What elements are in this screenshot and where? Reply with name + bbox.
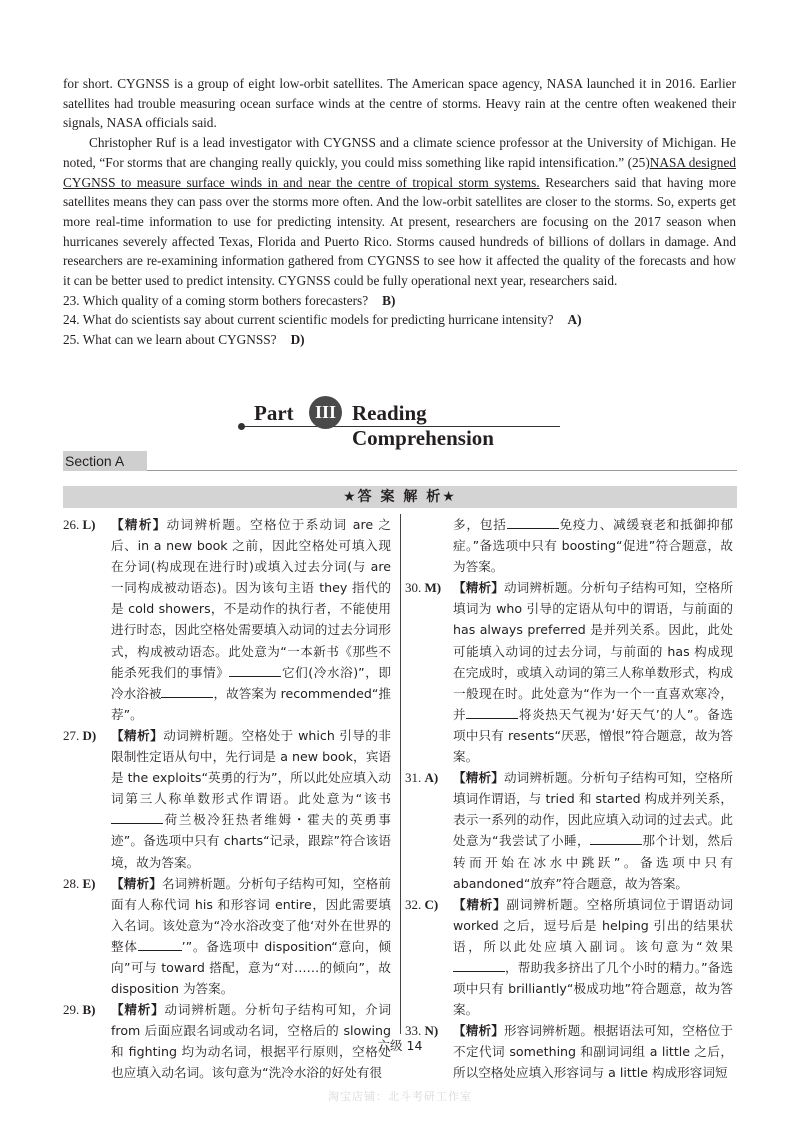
analysis-item-30 — [405, 577, 733, 767]
item-text: 动词辨析题。分析句子结构可知，空格所填词作谓语，与 tried 和 started 构成并列关系，表示一系列的动作，因此应填入动词的过去式。此处意为“我尝试了小睡， — [453, 770, 734, 849]
answer-blank — [466, 706, 518, 719]
answer-blank — [453, 959, 505, 972]
item-text: 副词辨析题。空格所填词位于谓语动词 worked 之后，逗号后是 helping 引出的结果状语，所以此处应填入副词。该句意为“效果 — [453, 896, 734, 954]
analysis-title-bar: ★答 案 解 析★ — [63, 486, 737, 508]
analysis-item-29-continued — [405, 514, 733, 577]
right-column — [405, 514, 733, 1084]
page-number: 六级 14 — [377, 1038, 423, 1053]
item-number: 28. E) — [63, 875, 96, 891]
item-text: 将炎热天气视为‘好天气’的人”。备选项中只有 resents“厌恶，憎恨”符合题意，故为答案。 — [453, 706, 734, 765]
left-column — [63, 514, 391, 1084]
passage-paragraph-2 — [63, 133, 736, 291]
item-text: ，故答案为 recommended“推荐”。 — [111, 685, 392, 722]
question-answer: A) — [567, 312, 582, 328]
answer-blank — [590, 832, 642, 845]
item-tag: 【精析】 — [453, 770, 504, 786]
question-23 — [63, 291, 736, 311]
column-divider — [400, 514, 401, 1034]
item-tag: 【精析】 — [111, 1002, 165, 1018]
analysis-item-27 — [63, 725, 391, 873]
item-text: ’”。备选项中 disposition“意向，倾向”可与 toward 搭配，意为“对……的倾向”，故 disposition 为答案。 — [111, 938, 392, 997]
question-answer: B) — [382, 292, 396, 308]
item-tag: 【精析】 — [111, 517, 167, 532]
item-tag: 【精析】 — [111, 727, 164, 743]
item-tag: 【精析】 — [111, 875, 162, 891]
question-answer: D) — [290, 332, 305, 348]
section-header — [63, 451, 737, 471]
part-banner — [230, 392, 570, 450]
question-text: 25. What can we learn about CYGNSS? — [63, 332, 277, 348]
section-label: Section A — [63, 451, 147, 471]
item-text: 荷兰极冷狂热者维姆・霍夫的英勇事迹”。备选项中只有 charts“记录，跟踪”符合该语境，故为答案。 — [111, 812, 391, 870]
analysis-item-26 — [63, 514, 391, 725]
part-label: Part — [254, 401, 294, 425]
item-text: 多，包括 — [453, 517, 507, 532]
analysis-item-28 — [63, 873, 391, 1000]
item-tag: 【精析】 — [453, 580, 504, 596]
question-24 — [63, 310, 736, 330]
item-tag: 【精析】 — [453, 896, 507, 912]
question-text: 24. What do scientists say about current scientific models for predicting hurricane intensity? — [63, 312, 554, 328]
item-tag: 【精析】 — [453, 1023, 504, 1039]
item-number: 29. B) — [63, 1002, 96, 1018]
item-text: 那个计划，然后转而开始在冰水中跳跃”。备选项中只有 abandoned“放弃”符合题意，故为答案。 — [453, 833, 733, 891]
passage — [63, 74, 736, 350]
item-text: 动词辨析题。空格处于 which 引导的非限制性定语从句中，先行词是 a new book，宾语是 the exploits“英勇的行为”，所以此处应填入动词第三人称单数形式作谓语。此处意为“该书 — [111, 727, 391, 807]
item-text: 动词辨析题。空格位于系动词 are 之后、in a new book 之前，因此空格处可填入现在分词(构成现在进行时)或填入过去分词(与 are 一同构成被动语态)。因为该句主语 they 指代的是 cold showers，不是动作的执行者，不能使用进行时态，因此空格处需要填入动词的过去分词形式，构成被动语态。此处意为“一本新书《那些不能杀死我们的事情》 — [111, 517, 391, 680]
passage-paragraph-1: for short. CYGNSS is a group of eight low-orbit satellites. The American space agency, NASA launched it in 2016. Earlier satellites had trouble measuring ocean surface winds at the centre of storms. Heavy rain at the centre often weakened their signals, NASA officials said. — [63, 76, 736, 131]
answer-blank — [138, 938, 182, 951]
item-number: 27. D) — [63, 727, 97, 743]
banner-dot-icon — [238, 423, 245, 430]
part-number-badge: III — [309, 396, 342, 429]
item-number: 31. A) — [405, 770, 439, 786]
item-text: 动词辨析题。分析句子结构可知，空格所填词为 who 引导的定语从句中的谓语，与前面的 has always preferred 是并列关系。因此，此处可能填入动词的过去分词，与前面的 has 构成现在完成时，或填入动词的第三人称单数形式，构成一般现在时。此处意为“作为一个一直喜欢寒冷，并 — [453, 580, 734, 722]
item-text: 名词辨析题。分析句子结构可知，空格前面有人称代词 his 和形容词 entire，因此需要填入名词。该处意为“冷水浴改变了他‘对外在世界的整体 — [111, 875, 392, 954]
item-number: 26. L) — [63, 517, 96, 532]
item-text: 形容词辨析题。根据语法可知，空格位于不定代词 something 和副词词组 a little 之后，所以空格处应填入形容词与 a little 构成形容词短 — [453, 1023, 734, 1081]
section-rule — [147, 470, 737, 471]
question-text: 23. Which quality of a coming storm bothers forecasters? — [63, 292, 369, 308]
answer-blank — [229, 664, 281, 677]
item-number: 32. C) — [405, 896, 439, 912]
underlined-answer-sentence: NASA designed CYGNSS to measure surface winds in and near the centre of tropical storm systems. — [63, 154, 736, 190]
watermark: 淘宝店铺：北斗考研工作室 — [328, 1090, 472, 1103]
question-25 — [63, 330, 736, 350]
item-number: 30. M) — [405, 580, 442, 596]
answer-blank — [507, 516, 559, 529]
item-text: 动词辨析题。分析句子结构可知，介词 from 后面应跟名词或动名词，空格后的 slowing 和 fighting 均为动名词，根据平行原则，空格处也应填入动名词。该句意为“洗冷水浴的好处有很 — [111, 1002, 392, 1081]
item-number: 33. N) — [405, 1023, 439, 1039]
passage-text: Christopher Ruf is a lead investigator with CYGNSS and a climate science professor at the University of Michigan. He noted, “For storms that are changing really quickly, you could miss something like rapid intensification.” (25) — [63, 135, 736, 170]
analysis-item-32 — [405, 894, 733, 1021]
item-text: 它们(冷水浴)”，即冷水浴被 — [111, 664, 391, 701]
item-text: ，帮助我多挤出了几个小时的精力。”备选项中只有 brilliantly“极成功地”符合题意，故为答案。 — [453, 959, 733, 1018]
analysis-item-31 — [405, 767, 733, 894]
answer-blank — [111, 811, 163, 824]
item-text: 免疫力、减缓衰老和抵御抑郁症。”备选项中只有 boosting“促进”符合题意，故为答案。 — [453, 517, 734, 575]
answer-blank — [161, 685, 213, 698]
passage-text: Researchers said that having more satellites means they can pass over the storms more often. And the low-orbit satellites are closer to the storms. So, experts get more real-time information to use for predicting intensity. At present, researchers are focusing on the 2017 season when hurricanes severely affected Texas, Florida and Puerto Rico. Storms caused hundreds of billions of dollars in damage. And researchers are re-examining information gathered from CYGNSS to see how it affected the quality of the forecasts and how it can be better used to predict intensity. CYGNSS could be fully operational next year, researchers said. — [63, 174, 736, 289]
part-title: Reading Comprehension — [352, 401, 494, 450]
